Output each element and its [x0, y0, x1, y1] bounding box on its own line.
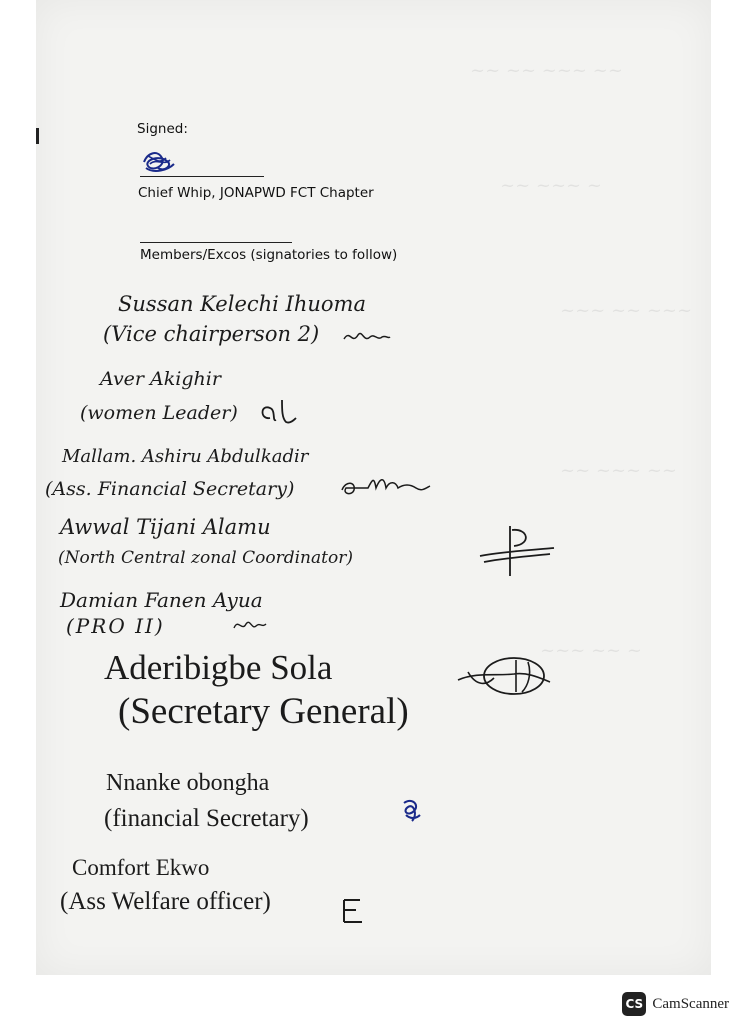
member-signature — [340, 896, 366, 926]
member-name: Aver Akighir — [100, 368, 221, 390]
member-signature — [456, 650, 554, 702]
members-title: Members/Excos (signatories to follow) — [140, 247, 398, 263]
camscanner-logo-icon: CS — [622, 992, 646, 1016]
member-signature — [232, 614, 268, 636]
member-signature — [470, 522, 558, 580]
member-signature — [338, 470, 434, 500]
member-name: Mallam. Ashiru Abdulkadir — [62, 446, 309, 467]
members-signature-line — [140, 242, 292, 243]
bleed-through-text: ~~ ~~ ~~~ ~~ — [470, 60, 623, 81]
bleed-through-text: ~~~ ~~ ~~~ — [560, 300, 693, 321]
chief-whip-signature — [138, 148, 182, 178]
chief-whip-signature-line — [140, 176, 264, 177]
camscanner-label: CamScanner — [652, 995, 729, 1012]
bleed-through-text: ~~ ~~~ ~ — [500, 175, 602, 196]
member-name: Sussan Kelechi Ihuoma — [118, 292, 366, 316]
member-name: Comfort Ekwo — [72, 855, 210, 880]
member-role: (Ass. Financial Secretary) — [45, 478, 295, 500]
member-role: (financial Secretary) — [104, 805, 309, 832]
signed-label: Signed: — [137, 121, 188, 137]
member-name: Aderibigbe Sola — [104, 648, 333, 687]
member-signature — [342, 325, 392, 347]
bleed-through-text: ~~~ ~~ ~ — [540, 640, 642, 661]
member-role: (women Leader) — [80, 402, 238, 424]
member-role: (PRO II) — [66, 614, 165, 638]
member-role: (Secretary General) — [118, 691, 409, 732]
bleed-through-text: ~~ ~~~ ~~ — [560, 460, 678, 481]
member-name: Awwal Tijani Alamu — [60, 515, 271, 539]
member-signature — [256, 396, 300, 428]
member-name: Damian Fanen Ayua — [60, 588, 263, 612]
member-name: Nnanke obongha — [106, 770, 270, 796]
member-role: (Ass Welfare officer) — [60, 888, 271, 915]
member-role: (North Central zonal Coordinator) — [58, 548, 353, 568]
member-signature — [398, 795, 424, 825]
page-edge-mark — [36, 128, 39, 144]
camscanner-watermark — [622, 992, 729, 1016]
member-role: (Vice chairperson 2) — [103, 322, 320, 346]
chief-whip-title: Chief Whip, JONAPWD FCT Chapter — [138, 185, 374, 201]
